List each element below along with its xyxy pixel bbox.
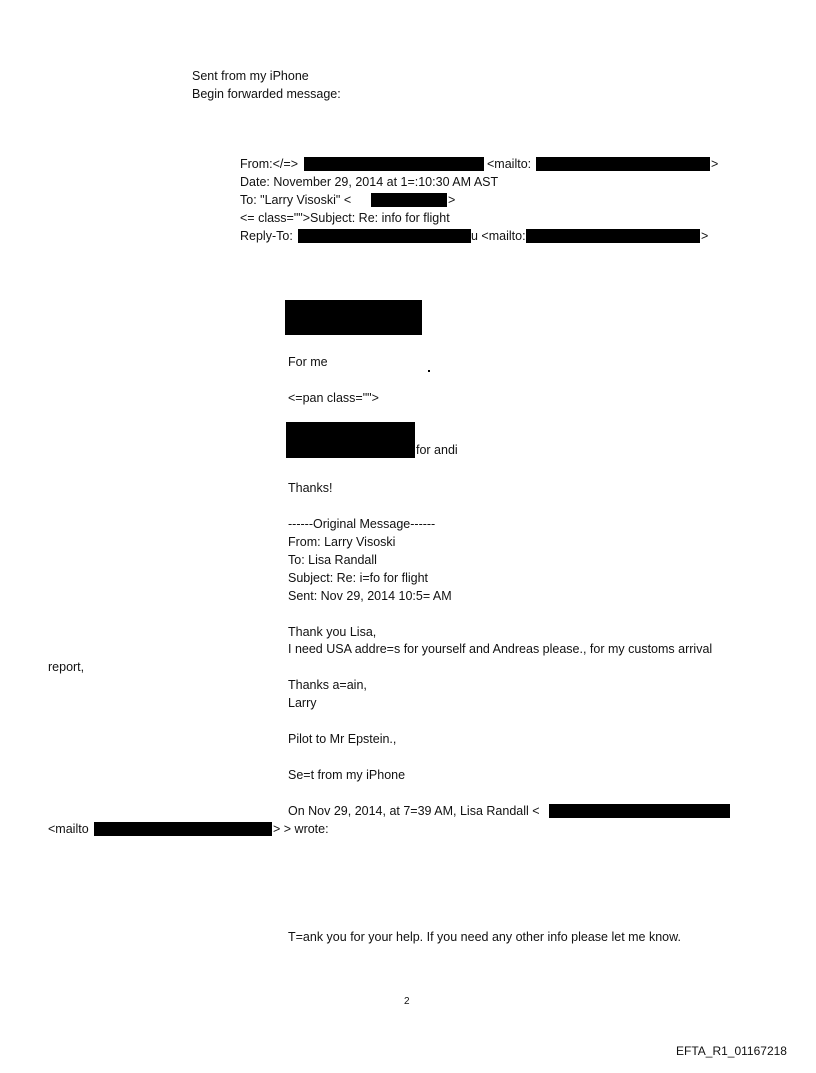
begin-forwarded-line: Begin forwarded message: [192,87,341,101]
redaction-reply-to-email [526,229,700,243]
original-sent: Sent: Nov 29, 2014 10:5= AM [288,589,452,603]
reply-line1: I need USA addre=s for yourself and Andreas please., for my customs arrival [288,642,713,656]
original-divider: ------Original Message------ [288,517,436,531]
quote-wrote: > > wrote: [273,822,329,836]
page-number: 2 [404,996,410,1007]
bates-number: EFTA_R1_01167218 [676,1044,787,1058]
quote-thank-you: T=ank you for your help. If you need any other info please let me know. [288,930,681,944]
reply-line1-wrap: report, [48,660,85,674]
reply-thanks-again: Thanks a=ain, [288,678,367,692]
header-date: Date: November 29, 2014 at 1=:10:30 AM AST [240,175,499,189]
redaction-reply-to-name [298,229,471,243]
redaction-greeting-block [285,300,422,335]
reply-name: Larry [288,696,317,710]
header-reply-to-mailto: u <mailto: [471,229,526,243]
reply-sent-from: Se=t from my iPhone [288,768,406,782]
header-from-label: From:</=> [240,157,299,171]
original-from: From: Larry Visoski [288,535,396,549]
body-for-andi: for andi [416,443,458,457]
header-reply-to-close: > [701,229,709,243]
quote-on-line: On Nov 29, 2014, at 7=39 AM, Lisa Randall < [288,804,540,818]
quote-mailto: <mailto [48,822,89,836]
redaction-quote-mailto [94,822,272,836]
header-to-close: > [448,193,456,207]
redaction-to-email [371,193,447,207]
redaction-from-email [536,157,710,171]
body-for-me: For me [288,355,328,369]
reply-greeting: Thank you Lisa, [288,625,377,639]
header-to-label: To: "Larry Visoski" < [240,193,352,207]
header-reply-to-label: Reply-To: [240,229,293,243]
stray-dot [428,370,430,372]
reply-pilot: Pilot to Mr Epstein., [288,732,397,746]
header-from-close: > [711,157,719,171]
body-pan-class: <=pan class=""> [288,391,379,405]
sent-from-line: Sent from my iPhone [192,69,309,83]
original-to: To: Lisa Randall [288,553,377,567]
redaction-quote-email [549,804,730,818]
body-thanks: Thanks! [288,481,333,495]
redaction-body-block [286,422,415,458]
redaction-from-name [304,157,484,171]
header-from-mailto: <mailto: [487,157,532,171]
header-subject: <= class="">Subject: Re: info for flight [240,211,450,225]
original-subject: Subject: Re: i=fo for flight [288,571,429,585]
